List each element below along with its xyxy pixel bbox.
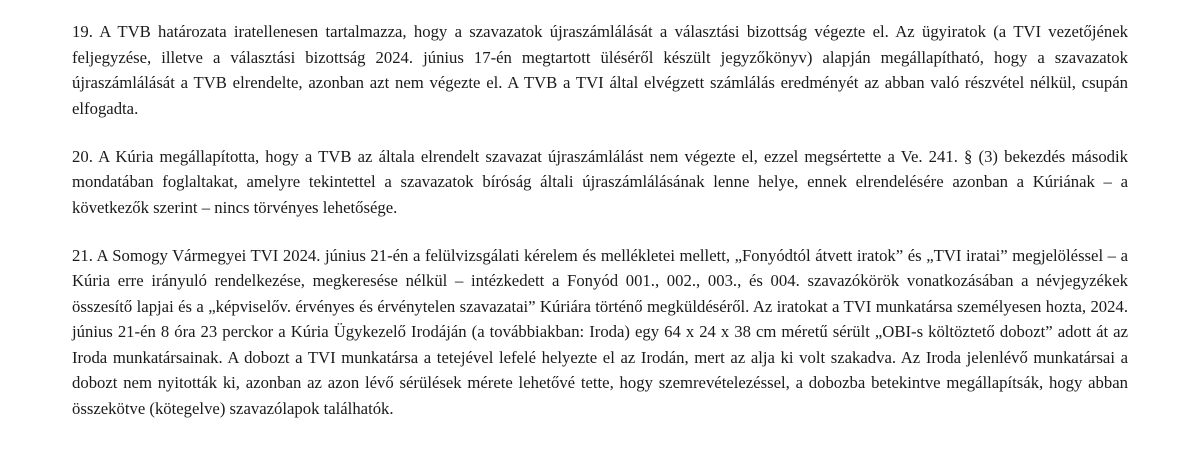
paragraph-20: 20. A Kúria megállapította, hogy a TVB az általa elrendelt szavazat újraszámlálást nem végezte el, ezzel megsértette a Ve. 241. § (3) bekezdés második mondatában foglaltakat, amelyre tekintettel a szavazatok bíróság általi újraszámlálásának lenne helye, ennek elrendelésére azonban a Kúriának – a következők szerint – nincs törvényes lehetősége. (72, 146, 1128, 217)
paragraph-19: 19. A TVB határozata iratellenesen tartalmazza, hogy a szavazatok újraszámlálását a választási bizottság végezte el. Az ügyiratok (a TVI vezetőjének feljegyzése, illetve a választási bizottság 2024. június 17-én megtartott üléséről készült jegyzőkönyv) alapján megállapítható, hogy a szavazatok újraszámlálását a TVB elrendelte, azonban azt nem végezte el. A TVB a TVI által elvégzett számlálás eredményét az abban való részvétel nélkül, csupán elfogadta. (72, 22, 1128, 118)
paragraph-21: 21. A Somogy Vármegyei TVI 2024. június 21-én a felülvizsgálati kérelem és mellékletei mellett, „Fonyódtól átvett iratok” és „TVI iratai” megjelöléssel – a Kúria erre irányuló rendelkezése, megkeresése nélkül – intézkedett a Fonyód 001., 002., 003., és 004. szavazókörök vonatkozásában a névjegyzékek összesítő lapjai és a „képviselőv. érvényes és érvénytelen szavazatai” Kúriára történő megküldéséről. Az iratokat a TVI munkatársa személyesen hozta, 2024. június 21-én 8 óra 23 perckor a Kúria Ügykezelő Irodáján (a továbbiakban: Iroda) egy 64 x 24 x 38 cm méretű sérült „OBI-s költöztető dobozt” adott át az Iroda munkatársainak. A dobozt a TVI munkatársa a tetejével lefelé helyezte el az Irodán, mert az alja ki volt szakadva. Az Iroda jelenlévő munkatársai a dobozt nem nyitották ki, azonban az azon lévő sérülések mérete lehetővé tette, hogy szemrevételezéssel, a dobozba betekintve megállapítsák, hogy abban összekötve (kötegelve) szavazólapok találhatók. (72, 245, 1128, 418)
document-body (72, 19, 1128, 421)
